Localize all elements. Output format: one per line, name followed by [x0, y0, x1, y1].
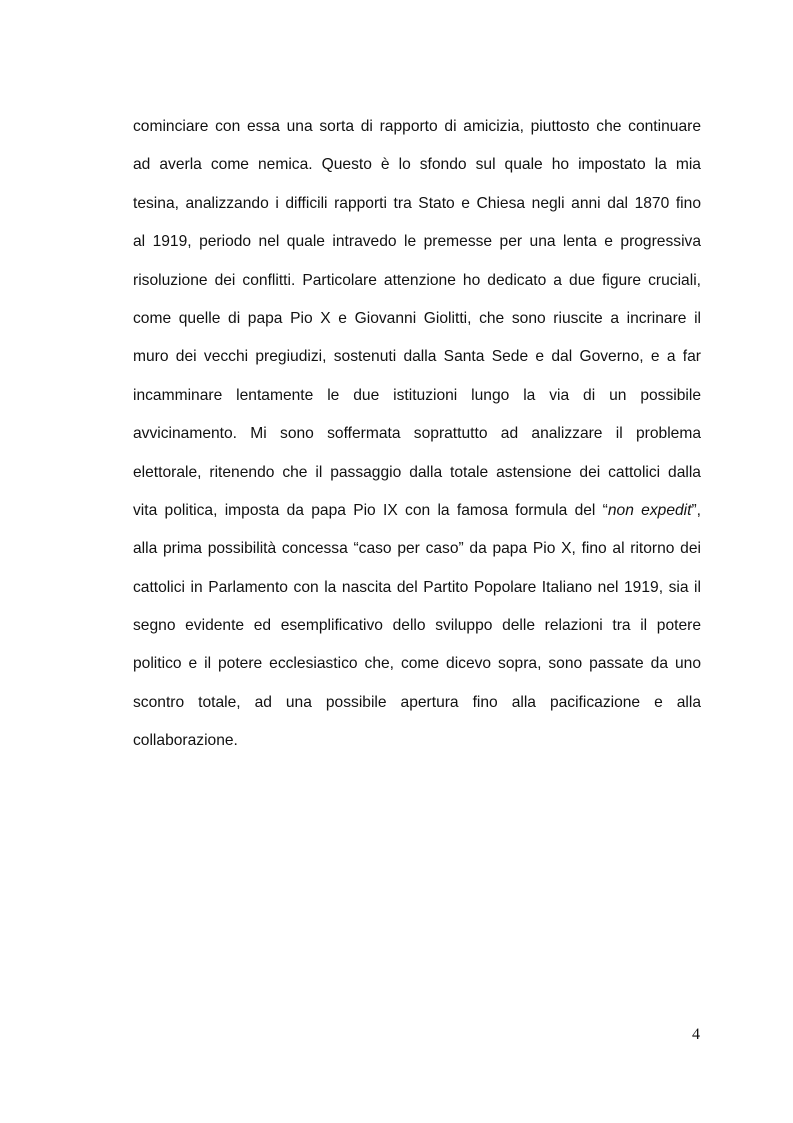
- paragraph-line: tesina, analizzando i difficili rapporti tra Stato e Chiesa negli anni dal 1870 fino: [133, 194, 701, 212]
- paragraph-line: incamminare lentamente le due istituzioni lungo la via di un possibile: [133, 386, 701, 404]
- paragraph-line: muro dei vecchi pregiudizi, sostenuti dalla Santa Sede e dal Governo, e a far: [133, 348, 701, 366]
- paragraph-line: al 1919, periodo nel quale intravedo le premesse per una lenta e progressiva: [133, 233, 701, 251]
- italic-phrase: non expedit: [607, 501, 692, 519]
- paragraph-line: elettorale, ritenendo che il passaggio dalla totale astensione dei cattolici dalla: [133, 463, 701, 481]
- paragraph-line-with-italic: [133, 492, 701, 530]
- paragraph-line: avvicinamento. Mi sono soffermata soprattutto ad analizzare il problema: [133, 425, 701, 443]
- paragraph-last-line: collaborazione.: [133, 732, 238, 750]
- page-number: 4: [692, 1026, 700, 1043]
- paragraph-line: segno evidente ed esemplificativo dello sviluppo delle relazioni tra il potere: [133, 617, 701, 635]
- paragraph-line: scontro totale, ad una possibile apertura fino alla pacificazione e alla: [133, 693, 701, 711]
- body-paragraph: [133, 108, 701, 761]
- line-text: ”,: [691, 501, 701, 519]
- paragraph-line: risoluzione dei conflitti. Particolare attenzione ho dedicato a due figure cruciali,: [133, 271, 701, 289]
- line-text: vita politica, imposta da papa Pio IX con la famosa formula del “: [133, 501, 608, 519]
- paragraph-line: politico e il potere ecclesiastico che, come dicevo sopra, sono passate da uno: [133, 655, 701, 673]
- paragraph-line: cominciare con essa una sorta di rapporto di amicizia, piuttosto che continuare: [133, 118, 701, 135]
- paragraph-line: cattolici in Parlamento con la nascita del Partito Popolare Italiano nel 1919, sia il: [133, 578, 701, 596]
- paragraph-line: ad averla come nemica. Questo è lo sfondo sul quale ho impostato la mia: [133, 156, 701, 174]
- paragraph-line: come quelle di papa Pio X e Giovanni Giolitti, che sono riuscite a incrinare il: [133, 309, 701, 327]
- paragraph-line: alla prima possibilità concessa “caso per caso” da papa Pio X, fino al ritorno dei: [133, 540, 701, 558]
